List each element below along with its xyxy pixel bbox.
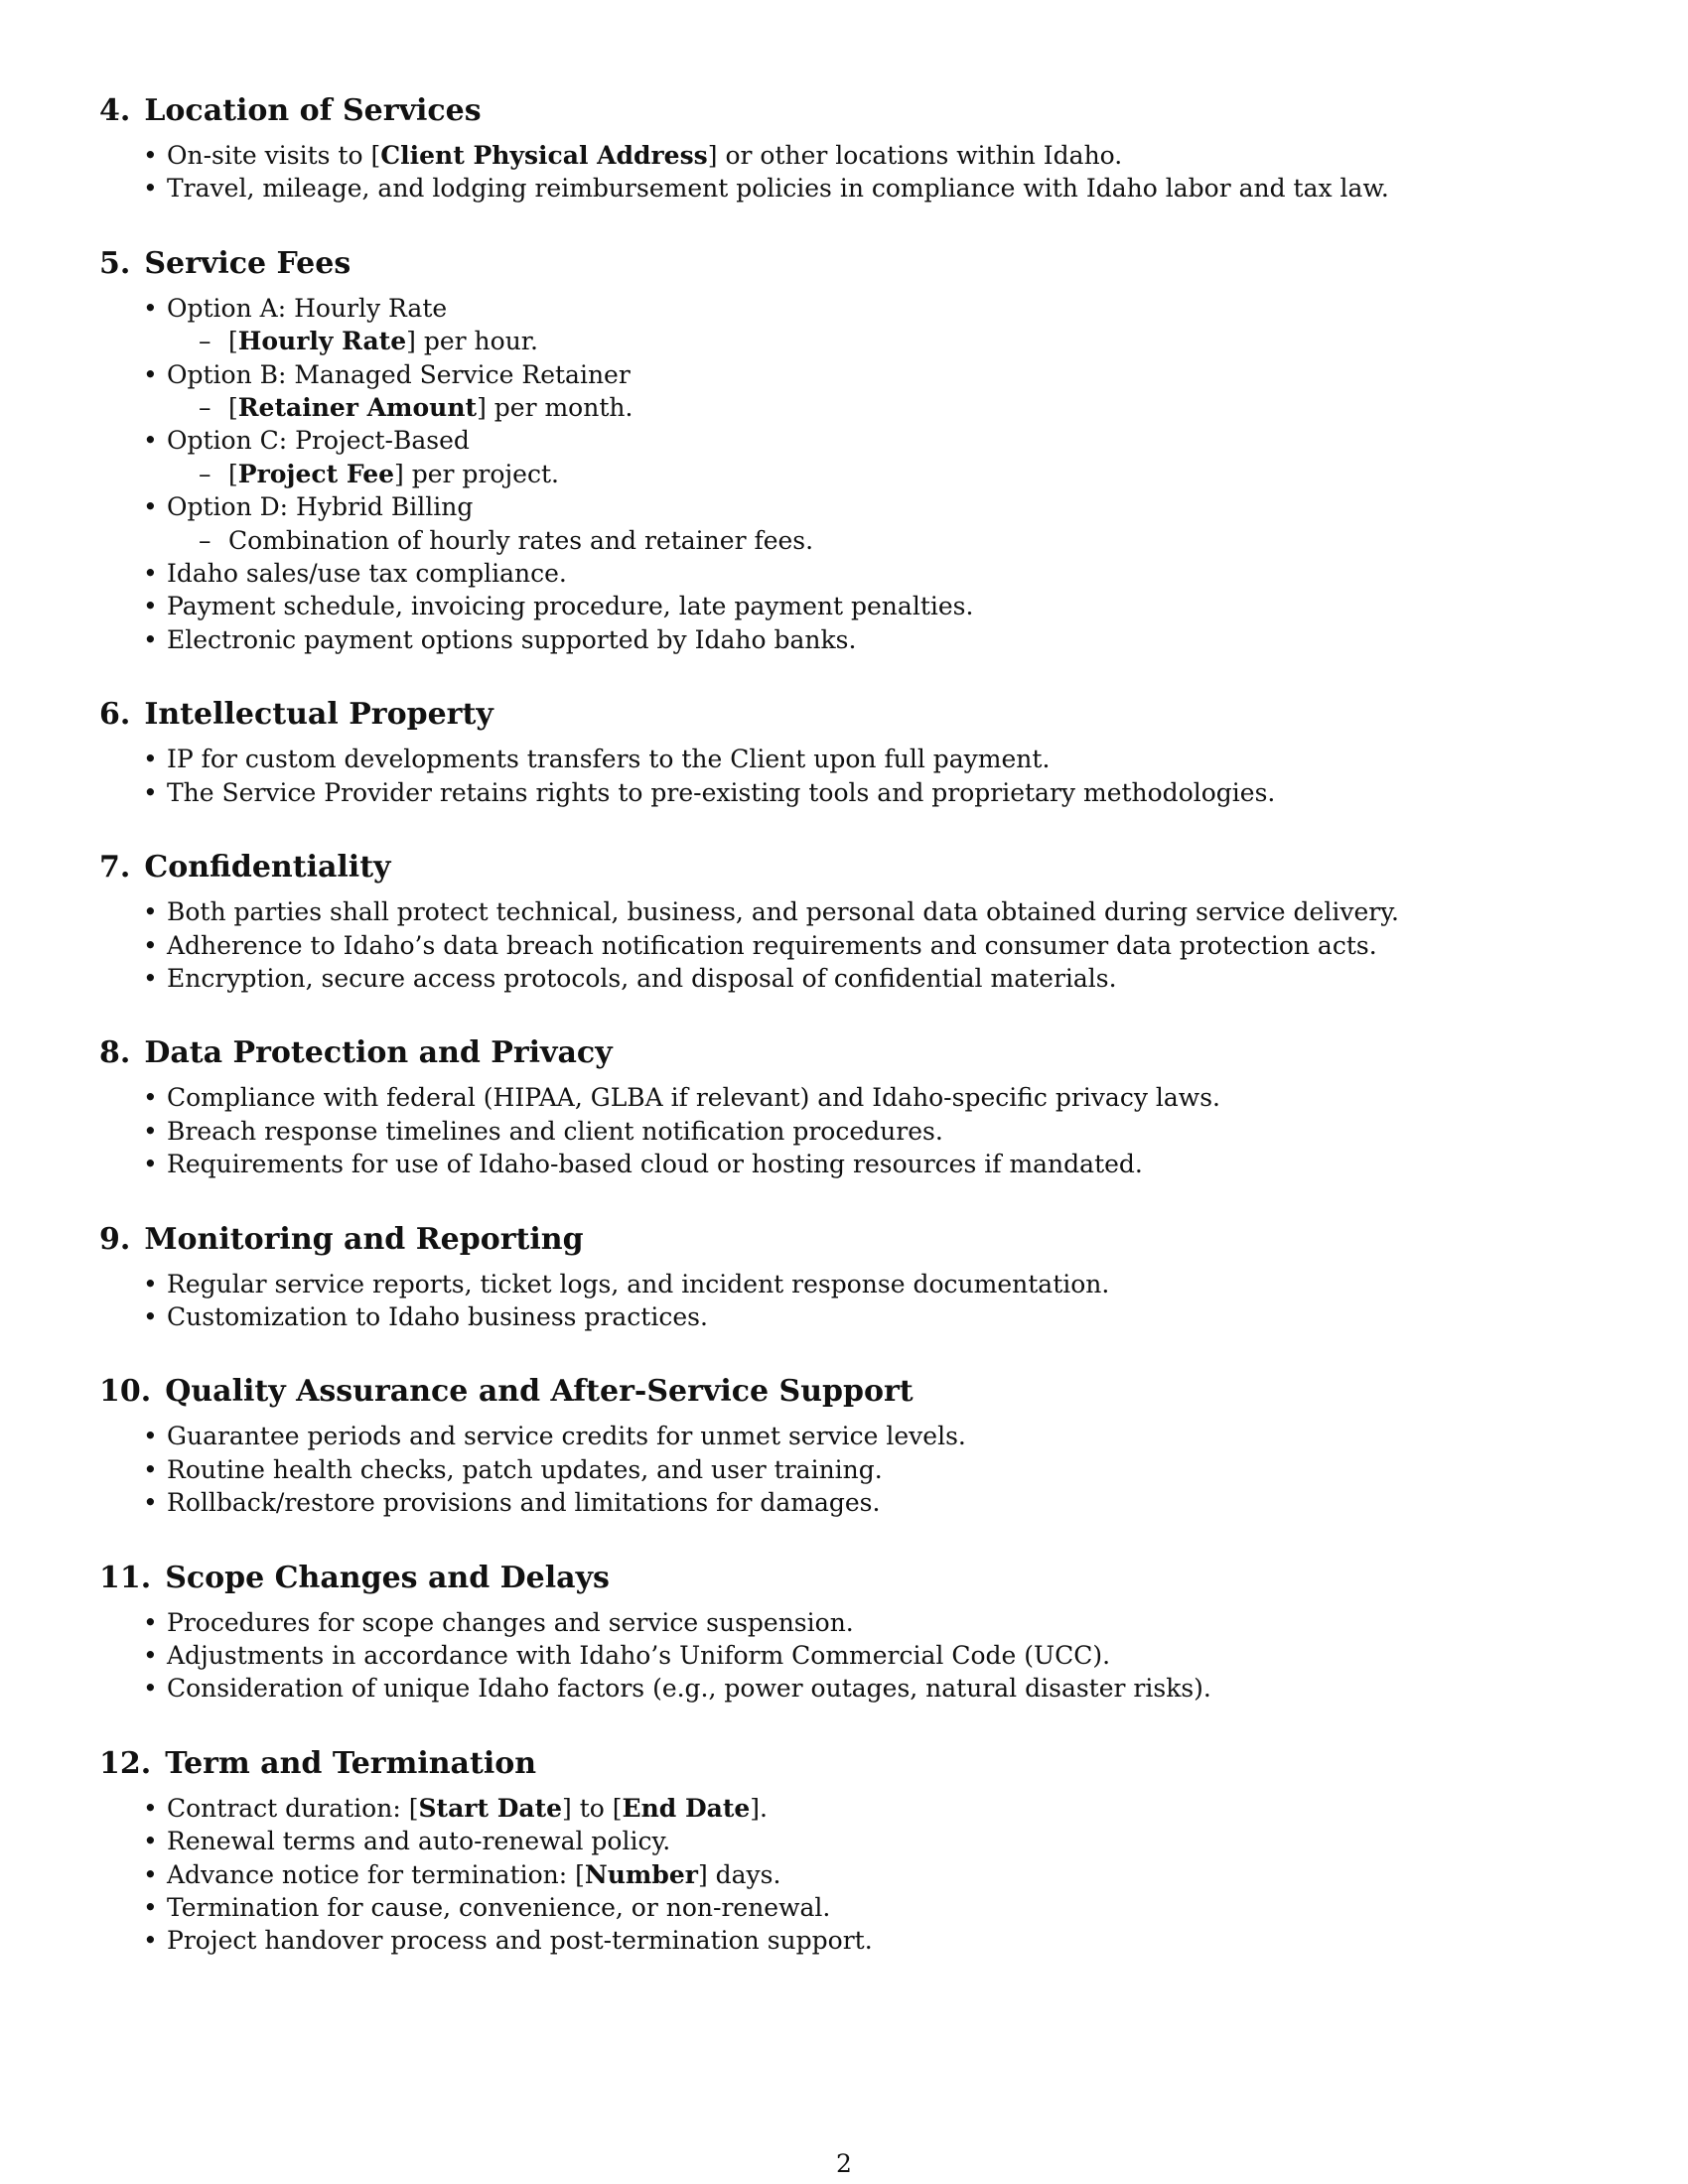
list-item: • Routine health checks, patch updates, and user training. xyxy=(167,1453,1450,1486)
list-item: • IP for custom developments transfers to the Client upon full payment. xyxy=(167,743,1450,775)
section-monitoring-and-reporting xyxy=(99,1220,1450,1334)
list-item: • Electronic payment options supported by Idaho banks. xyxy=(167,623,1450,656)
sub-list xyxy=(167,458,1450,490)
sub-list xyxy=(167,391,1450,424)
bullet-list xyxy=(99,139,1450,205)
text: ] or other locations within Idaho. xyxy=(707,141,1123,170)
section-number: 6. xyxy=(99,697,131,733)
text: Advance notice for termination: [ xyxy=(167,1859,585,1889)
list-item: • Procedures for scope changes and service suspension. xyxy=(167,1606,1450,1639)
section-heading xyxy=(99,848,1450,887)
sub-list-item xyxy=(228,458,1450,490)
section-heading xyxy=(99,1559,1450,1598)
section-title: Term and Termination xyxy=(165,1745,537,1781)
placeholder-client-physical-address: Client Physical Address xyxy=(380,141,708,170)
text: Option A: Hourly Rate xyxy=(167,293,448,323)
list-item: • Customization to Idaho business practices. xyxy=(167,1300,1450,1333)
section-term-and-termination xyxy=(99,1744,1450,1958)
section-title: Quality Assurance and After-Service Support xyxy=(165,1374,914,1410)
section-number: 7. xyxy=(99,850,131,886)
text: Contract duration: [ xyxy=(167,1793,419,1823)
list-item: • Renewal terms and auto-renewal policy. xyxy=(167,1825,1450,1857)
list-item: • Breach response timelines and client notification procedures. xyxy=(167,1115,1450,1148)
section-number: 9. xyxy=(99,1221,131,1257)
section-heading xyxy=(99,1033,1450,1073)
list-item: • Adherence to Idaho’s data breach notification requirements and consumer data protection acts. xyxy=(167,929,1450,962)
section-title: Service Fees xyxy=(144,245,352,281)
text: ] per hour. xyxy=(406,327,538,356)
text: ]. xyxy=(750,1793,768,1823)
section-location-of-services xyxy=(99,91,1450,205)
list-item: • Payment schedule, invoicing procedure, late payment penalties. xyxy=(167,590,1450,622)
bullet-list xyxy=(99,292,1450,656)
section-quality-assurance xyxy=(99,1372,1450,1519)
text: ] per month. xyxy=(477,393,633,423)
placeholder-end-date: End Date xyxy=(622,1793,751,1823)
list-item: • Encryption, secure access protocols, and disposal of confidential materials. xyxy=(167,962,1450,995)
text: Option D: Hybrid Billing xyxy=(167,492,474,522)
list-item: • Project handover process and post-termination support. xyxy=(167,1924,1450,1957)
text: [ xyxy=(228,393,238,423)
section-number: 4. xyxy=(99,93,131,128)
bullet-list xyxy=(99,1268,1450,1334)
list-item xyxy=(167,139,1450,172)
section-heading xyxy=(99,1220,1450,1260)
placeholder-start-date: Start Date xyxy=(418,1793,563,1823)
placeholder-number: Number xyxy=(584,1859,698,1889)
section-number: 10. xyxy=(99,1374,152,1410)
text: ] to [ xyxy=(562,1793,623,1823)
list-item xyxy=(167,358,1450,425)
text: [ xyxy=(228,327,238,356)
list-item: • Rollback/restore provisions and limitations for damages. xyxy=(167,1486,1450,1519)
bullet-list xyxy=(99,1606,1450,1706)
list-item: • Requirements for use of Idaho-based cloud or hosting resources if mandated. xyxy=(167,1148,1450,1180)
text: ] per project. xyxy=(394,459,559,488)
text: ] days. xyxy=(697,1859,781,1889)
section-confidentiality xyxy=(99,848,1450,995)
section-title: Location of Services xyxy=(144,93,482,128)
placeholder-hourly-rate: Hourly Rate xyxy=(237,327,407,356)
bullet-list xyxy=(99,895,1450,995)
section-number: 12. xyxy=(99,1745,152,1781)
section-title: Confidentiality xyxy=(144,850,391,886)
document-page xyxy=(99,91,1450,1996)
list-item xyxy=(167,292,1450,358)
sub-list xyxy=(167,524,1450,557)
bullet-list xyxy=(99,743,1450,809)
section-heading xyxy=(99,244,1450,284)
section-number: 11. xyxy=(99,1560,152,1595)
list-item: • Travel, mileage, and lodging reimbursement policies in compliance with Idaho labor and tax law. xyxy=(167,172,1450,205)
text: [ xyxy=(228,459,238,488)
sub-list-item: – Combination of hourly rates and retainer fees. xyxy=(228,524,1450,557)
section-heading xyxy=(99,1372,1450,1412)
sub-list-item xyxy=(228,391,1450,424)
list-item xyxy=(167,424,1450,490)
section-service-fees xyxy=(99,244,1450,656)
text: Option C: Project-Based xyxy=(167,426,470,456)
sub-list-item xyxy=(228,325,1450,357)
section-title: Data Protection and Privacy xyxy=(144,1035,613,1071)
text: On-site visits to [ xyxy=(167,141,381,170)
section-intellectual-property xyxy=(99,695,1450,809)
list-item: • Termination for cause, convenience, or non-renewal. xyxy=(167,1891,1450,1924)
section-title: Monitoring and Reporting xyxy=(144,1221,584,1257)
list-item: • Idaho sales/use tax compliance. xyxy=(167,557,1450,590)
list-item: • Adjustments in accordance with Idaho’s Uniform Commercial Code (UCC). xyxy=(167,1639,1450,1672)
list-item xyxy=(167,490,1450,557)
section-heading xyxy=(99,1744,1450,1784)
section-heading xyxy=(99,91,1450,131)
list-item: • The Service Provider retains rights to pre-existing tools and proprietary methodologies. xyxy=(167,776,1450,809)
list-item xyxy=(167,1792,1450,1825)
list-item xyxy=(167,1858,1450,1891)
sub-list xyxy=(167,325,1450,357)
placeholder-retainer-amount: Retainer Amount xyxy=(237,393,478,423)
list-item: • Both parties shall protect technical, business, and personal data obtained during service delivery. xyxy=(167,895,1450,928)
page-number: 2 xyxy=(836,2149,852,2178)
section-number: 5. xyxy=(99,245,131,281)
text: Option B: Managed Service Retainer xyxy=(167,359,631,389)
section-heading xyxy=(99,695,1450,735)
list-item: • Regular service reports, ticket logs, and incident response documentation. xyxy=(167,1268,1450,1300)
section-title: Scope Changes and Delays xyxy=(165,1560,610,1595)
bullet-list xyxy=(99,1081,1450,1180)
list-item: • Compliance with federal (HIPAA, GLBA if relevant) and Idaho-specific privacy laws. xyxy=(167,1081,1450,1114)
placeholder-project-fee: Project Fee xyxy=(237,459,395,488)
bullet-list xyxy=(99,1420,1450,1519)
section-title: Intellectual Property xyxy=(144,697,493,733)
section-scope-changes-and-delays xyxy=(99,1559,1450,1706)
section-number: 8. xyxy=(99,1035,131,1071)
bullet-list xyxy=(99,1792,1450,1958)
section-data-protection-and-privacy xyxy=(99,1033,1450,1180)
list-item: • Guarantee periods and service credits for unmet service levels. xyxy=(167,1420,1450,1452)
list-item: • Consideration of unique Idaho factors (e.g., power outages, natural disaster risks). xyxy=(167,1672,1450,1705)
